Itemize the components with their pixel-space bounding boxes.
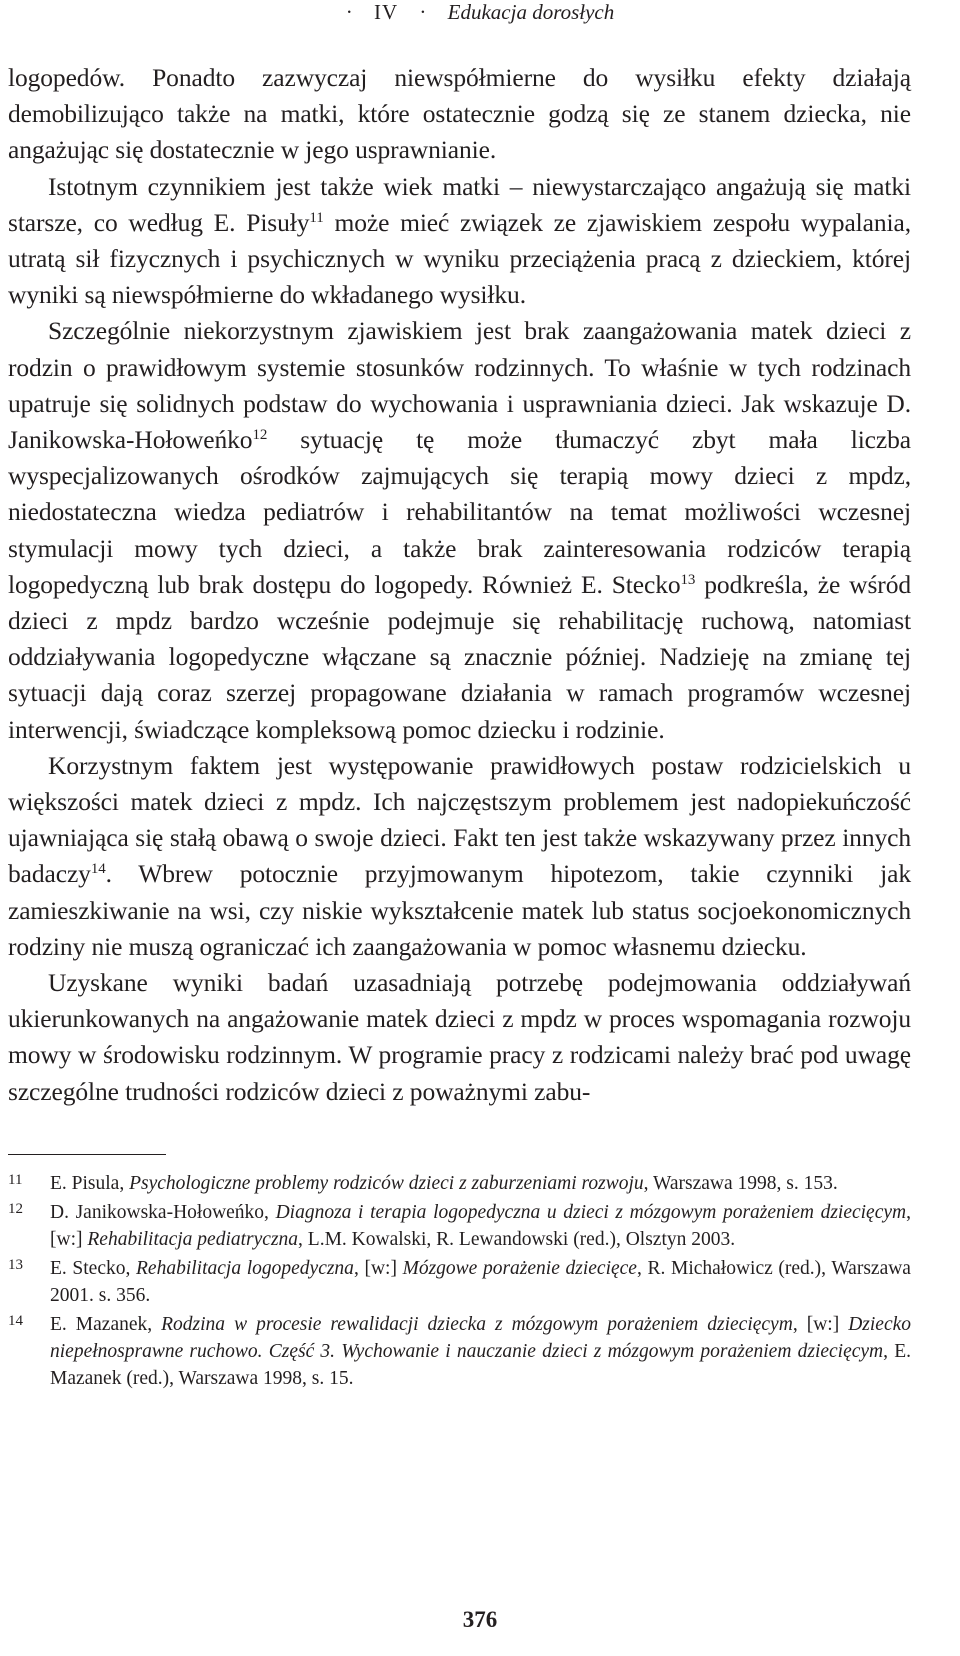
footnote-number: 11	[8, 1172, 23, 1188]
footnote-text: , [w:]	[50, 1202, 911, 1250]
footnote-title: Rehabilitacja logopedyczna	[136, 1258, 354, 1279]
footnote-ref[interactable]: 13	[680, 571, 696, 588]
paragraph-text: Istotnym czynnikiem jest także wiek matki – niewystarczająco angażują się matki starsze, co według E. Pisuły	[8, 171, 911, 237]
section-numeral: IV	[373, 0, 399, 24]
page-number: 376	[462, 1607, 498, 1632]
footnote-text: , L.M. Kowalski, R. Lewandowski (red.), Olsztyn 2003.	[298, 1229, 736, 1250]
running-head-title: Edukacja dorosłych	[447, 0, 615, 24]
footnote-ref[interactable]: 11	[309, 209, 324, 226]
running-head	[0, 0, 960, 24]
footnote-text: , Warszawa 1998, s. 153.	[643, 1173, 838, 1194]
paragraph-text: Uzyskane wyniki badań uzasadniają potrzebę podejmowania oddziaływań ukierunkowanych na angażowanie matek dzieci z mpdz w proces wspomagania rozwoju mowy w środowisku rodzinnym. W programie pracy z rodzicami należy brać pod uwagę szczególne trudności rodziców dzieci z poważnymi zabu-	[8, 968, 911, 1106]
paragraph-text: logopedów. Ponadto zazwyczaj niewspółmierne do wysiłku efekty działają demobilizująco także na matki, które ostatecznie godzą się ze stanem dziecka, nie angażując się dostatecznie w jego usprawnianie.	[8, 63, 911, 165]
footnote-author: D. Janikowska-Hołoweńko,	[50, 1202, 276, 1223]
footnote-author: E. Stecko,	[50, 1258, 137, 1279]
footnote-ref[interactable]: 12	[252, 427, 268, 444]
footnote-ref[interactable]: 14	[90, 861, 106, 878]
paragraph	[8, 748, 911, 965]
footnote-text: , [w:]	[353, 1258, 403, 1279]
footnote-divider	[8, 1154, 166, 1155]
footnotes	[8, 1170, 911, 1394]
footnote	[8, 1170, 911, 1197]
footnote-title: Rodzina w procesie rewalidacji dziecka z mózgowym porażeniem dziecięcym	[161, 1314, 793, 1335]
running-head-dot: ·	[419, 0, 427, 24]
footnote-source-title: Mózgowe porażenie dziecięce	[402, 1258, 637, 1279]
footnote-number: 12	[8, 1201, 23, 1217]
footnote-title: Psychologiczne problemy rodziców dzieci z zaburzeniami rozwoju	[129, 1173, 644, 1194]
paragraph-text: może mieć związek ze zjawiskiem zespołu wypalania, utratą sił fizycznych i psychicznych w wyniku przeciążenia pracą z dzieckiem, której wyniki są niewspółmierne do wkładanego wysiłku.	[8, 207, 911, 310]
footnote	[8, 1199, 911, 1253]
paragraph-text: sytuację tę może tłumaczyć zbyt mała liczba wyspecjalizowanych ośrodków zajmujących się terapią mowy dzieci z mpdz, niedostateczna wiedza pediatrów i rehabilitantów na temat możliwości wczesnej stymulacji mowy tych dzieci, a także brak zainteresowania rodziców terapią logopedyczną lub brak dostępu do logopedy. Również E. Stecko	[8, 425, 911, 599]
body-text	[8, 60, 911, 1110]
footnote	[8, 1255, 911, 1309]
paragraph	[8, 313, 911, 747]
paragraph	[8, 965, 911, 1110]
footnote-text: , E. Mazanek (red.), Warszawa 1998, s. 15.	[50, 1341, 911, 1389]
footnote-number: 13	[8, 1257, 23, 1273]
footnote-number: 14	[8, 1313, 23, 1329]
footnote-author: E. Pisula,	[50, 1173, 130, 1194]
paragraph-text: Korzystnym faktem jest występowanie prawidłowych postaw rodzicielskich u większości matek dzieci z mpdz. Ich najczęstszym problemem jest nadopiekuńczość ujawniająca się stałą obawą o swoje dzieci. Fakt ten jest także wskazywany przez innych badaczy	[8, 750, 911, 889]
footnote-author: E. Mazanek,	[50, 1314, 162, 1335]
footnote-text: , [w:]	[792, 1314, 849, 1335]
paragraph	[8, 60, 911, 169]
footnote-source-title: Rehabilitacja pediatryczna	[87, 1229, 299, 1250]
footnote	[8, 1311, 911, 1392]
footnote-title: Diagnoza i terapia logopedyczna u dzieci z mózgowym porażeniem dziecięcym	[275, 1202, 907, 1223]
running-head-dot: ·	[345, 0, 353, 24]
paragraph-text: Szczególnie niekorzystnym zjawiskiem jest brak zaangażowania matek dzieci z rodzin o prawidłowym systemie stosunków rodzinnych. To właśnie w tych rodzinach upatruje się solidnych podstaw do wychowania i usprawniania dzieci. Jak wskazuje D. Janikowska-Hołoweńko	[8, 316, 911, 455]
paragraph	[8, 169, 911, 314]
paragraph-text: podkreśla, że wśród dzieci z mpdz bardzo wcześnie podejmuje się rehabilitację ruchową, natomiast oddziaływania logopedyczne włączane są znacznie później. Nadzieję na zmianę tej sytuacji dają coraz szerzej propagowane działania w ramach programów wczesnej interwencji, świadczące kompleksową pomoc dziecku i rodzinie.	[8, 569, 911, 744]
footnote-source-title: Dziecko niepełnosprawne ruchowo. Część 3. Wychowanie i nauczanie dzieci z mózgowym porażeniem dziecięcym	[50, 1314, 912, 1362]
paragraph-text: . Wbrew potocznie przyjmowanym hipotezom, takie czynniki jak zamieszkiwanie na wsi, czy niskie wykształcenie matek lub status socjoekonomicznych rodziny nie muszą ograniczać ich zaangażowania w pomoc własnemu dziecku.	[8, 859, 911, 961]
footnote-text: , R. Michałowicz (red.), Warszawa 2001. s. 356.	[50, 1258, 911, 1306]
